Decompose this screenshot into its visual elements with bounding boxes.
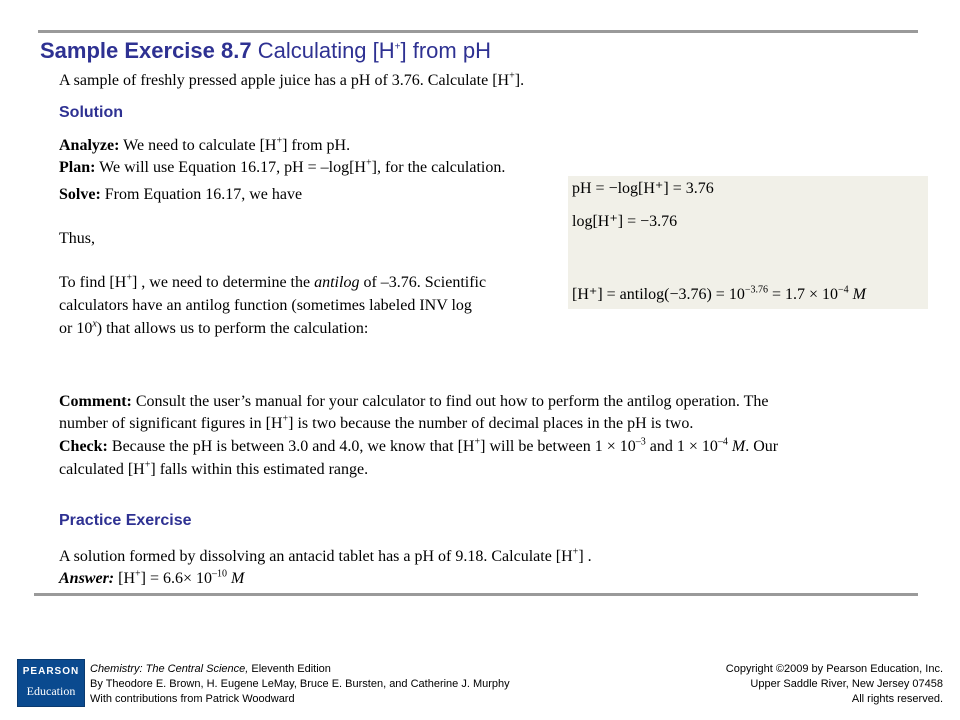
- problem-statement: A sample of freshly pressed apple juice has a pH of 3.76. Calculate [H+].: [59, 70, 525, 89]
- tofind-line-2: calculators have an antilog function (sometimes labeled INV log: [59, 297, 472, 314]
- check-line-2: calculated [H+] falls within this estimated range.: [59, 459, 369, 478]
- check-line-1: Check: Because the pH is between 3.0 and 4.0, we know that [H+] will be between $1 \times 10^{-3}$ and $1 \times 10^{-4}$ M. Our: [59, 436, 779, 455]
- equation-3: [H⁺] = antilog(−3.76) = $10^{-3.76} = 1.7 \times 10^{-4}$ M: [572, 284, 866, 303]
- equation-1: pH = −log[H⁺] = 3.76: [572, 180, 714, 197]
- equation-box: [568, 176, 928, 309]
- practice-answer: Answer: $[H^+] = 6.6\times 10^{-10}$ M: [59, 568, 245, 587]
- practice-heading: Practice Exercise: [59, 512, 192, 529]
- comment-line-1: Comment: Consult the user’s manual for your calculator to find out how to perform the antilog operation. The: [59, 393, 769, 410]
- footer-book-info: Chemistry: The Central Science, Eleventh Edition By Theodore E. Brown, H. Eugene LeMay, Bruce E. Bursten, and Catherine J. Murphy With contributions from Patrick Woodward: [90, 663, 510, 705]
- practice-statement: A solution formed by dissolving an antacid tablet has a pH of 9.18. Calculate [H+] .: [59, 546, 592, 565]
- comment-line-2: number of significant figures in [H+] is two because the number of decimal places in the pH is two.: [59, 413, 694, 432]
- thus-line: Thus,: [59, 230, 95, 247]
- plan-line: Plan: We will use Equation 16.17, pH = –log[H+], for the calculation.: [59, 157, 506, 176]
- page-title: Sample Exercise 8.7 Calculating [H+] from pH: [40, 38, 491, 63]
- pearson-logo: PEARSON Education: [17, 659, 85, 707]
- analyze-line: Analyze: We need to calculate [H+] from pH.: [59, 135, 351, 154]
- top-rule: [38, 30, 918, 33]
- solve-line: Solve: From Equation 16.17, we have: [59, 186, 303, 203]
- tofind-line-1: To find [H+] , we need to determine the antilog of –3.76. Scientific: [59, 272, 487, 291]
- equation-2: log[H⁺] = −3.76: [572, 213, 678, 230]
- tofind-line-3: or 10$^x$) that allows us to perform the calculation:: [59, 318, 369, 337]
- solution-heading: Solution: [59, 104, 123, 121]
- bottom-rule: [34, 593, 918, 596]
- footer-copyright: Copyright ©2009 by Pearson Education, Inc. Upper Saddle River, New Jersey 07458 All rights reserved.: [725, 663, 943, 705]
